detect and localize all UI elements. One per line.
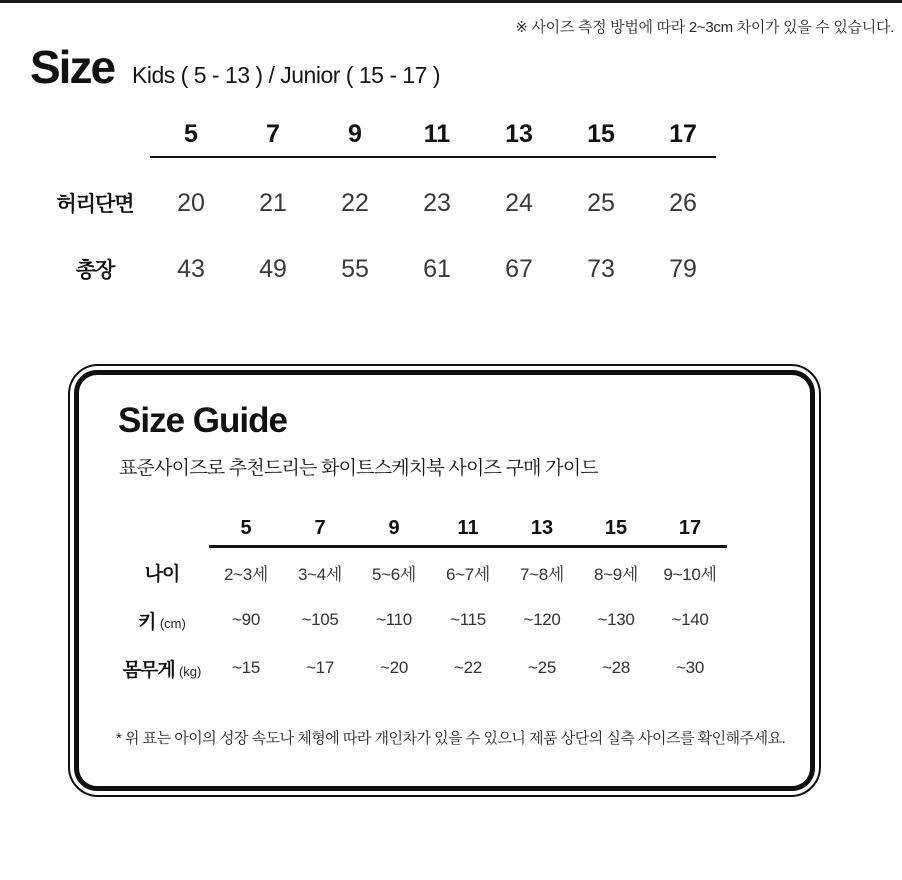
cell: 8~9세 [593, 564, 639, 584]
cell: 73 [587, 254, 615, 283]
cell: 9~10세 [663, 564, 717, 584]
row-label [115, 655, 209, 682]
cell: ~15 [232, 658, 260, 677]
cell: 21 [259, 188, 287, 217]
col-header: 5 [240, 516, 252, 539]
section-divider-line [0, 0, 902, 3]
col-header: 9 [388, 516, 400, 539]
cell: ~110 [376, 610, 412, 629]
cell: 22 [341, 188, 369, 217]
table-row-length [40, 236, 724, 302]
col-header: 7 [314, 516, 326, 539]
col-header: 7 [266, 119, 280, 148]
row-label [115, 559, 209, 586]
cell: ~22 [454, 658, 482, 677]
size-section-title: Size [30, 41, 115, 93]
col-header: 15 [604, 516, 628, 539]
cell: 3~4세 [297, 564, 343, 584]
cell: 6~7세 [445, 564, 491, 584]
guide-row-height [115, 596, 727, 644]
row-label-text: 키 [138, 611, 156, 633]
size-measurement-table [40, 112, 724, 302]
cell: 67 [505, 254, 533, 283]
cell: 7~8세 [519, 564, 565, 584]
cell: ~115 [450, 610, 486, 629]
row-label: 총장 [75, 259, 115, 282]
col-header: 13 [530, 516, 554, 539]
guide-header-row [115, 511, 727, 545]
row-label-text: 몸무게 [122, 659, 175, 681]
col-header: 11 [457, 516, 479, 539]
cell: 23 [423, 188, 451, 217]
size-guide-panel [68, 364, 821, 797]
cell: ~120 [523, 610, 561, 629]
row-label [115, 607, 209, 634]
cell: ~28 [602, 658, 630, 677]
cell: 61 [423, 254, 451, 283]
measurement-disclaimer: ※ 사이즈 측정 방법에 따라 2~3cm 차이가 있을 수 있습니다. [515, 19, 894, 36]
size-guide-panel-inner-border [74, 370, 815, 791]
cell: ~25 [528, 658, 556, 677]
cell: 43 [177, 254, 205, 283]
cell: ~17 [306, 658, 334, 677]
size-guide-table [115, 511, 727, 692]
size-range-subtitle: Kids ( 5 - 13 ) / Junior ( 15 - 17 ) [132, 62, 440, 88]
row-unit: (cm) [159, 615, 186, 631]
guide-row-age [115, 548, 727, 596]
size-guide-subtitle: 표준사이즈로 추천드리는 화이트스케치북 사이즈 구매 가이드 [119, 458, 598, 479]
cell: 2~3세 [223, 564, 269, 584]
size-guide-title: Size Guide [118, 401, 287, 440]
col-header: 9 [348, 119, 362, 148]
guide-row-weight [115, 644, 727, 692]
row-unit: (kg) [178, 663, 202, 679]
header-underline [150, 156, 716, 158]
cell: 79 [669, 254, 697, 283]
cell: 25 [587, 188, 615, 217]
cell: 24 [505, 188, 533, 217]
col-header: 13 [505, 119, 533, 148]
size-section-header [30, 40, 440, 94]
col-header: 17 [669, 119, 697, 148]
row-label-text: 나이 [144, 563, 180, 585]
cell: ~30 [676, 658, 704, 677]
cell: 49 [259, 254, 287, 283]
cell: ~105 [301, 610, 339, 629]
row-label: 허리단면 [56, 193, 134, 216]
col-header: 5 [184, 119, 198, 148]
col-header: 15 [587, 119, 615, 148]
cell: ~140 [671, 610, 709, 629]
size-table-header-row [40, 112, 724, 156]
cell: 55 [341, 254, 369, 283]
table-row-waist [40, 170, 724, 236]
cell: ~90 [232, 610, 260, 629]
cell: 26 [669, 188, 697, 217]
cell: ~130 [597, 610, 635, 629]
cell: 5~6세 [371, 564, 417, 584]
col-header: 17 [678, 516, 702, 539]
cell: ~20 [380, 658, 408, 677]
col-header: 11 [423, 119, 451, 148]
cell: 20 [177, 188, 205, 217]
size-guide-footnote: * 위 표는 아이의 성장 속도나 체형에 따라 개인차가 있을 수 있으니 제품 상단의 실측 사이즈를 확인해주세요. [116, 730, 786, 747]
